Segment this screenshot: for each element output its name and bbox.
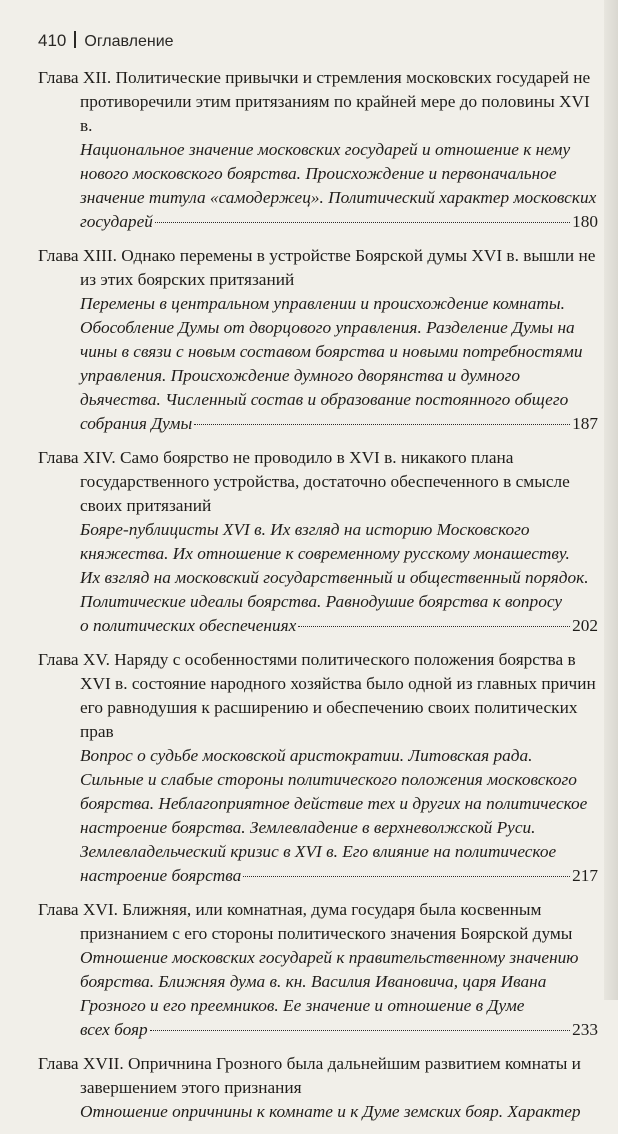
summary-line: Землевладельческий кризис в XVI в. Его влияние на политическое xyxy=(80,842,557,861)
dot-leader xyxy=(150,1030,570,1031)
chapter-summary xyxy=(38,946,598,1042)
summary-line: Обособление Думы от дворцового управления. Разделение Думы на xyxy=(80,318,575,337)
page-ref[interactable]: 233 xyxy=(572,1020,598,1039)
summary-line: управления. Происхождение думного дворянства и думного xyxy=(80,366,521,385)
summary-last-line xyxy=(80,1018,598,1042)
chapter-title: Глава XIV. Само боярство не проводило в XVI в. никакого плана государственного устройства, достаточно обеспеченного в смысле своих притязаний xyxy=(38,448,570,515)
summary-last-line xyxy=(80,614,598,638)
toc-entry[interactable] xyxy=(38,648,598,888)
chapter-summary xyxy=(38,518,598,638)
page-ref[interactable]: 180 xyxy=(572,212,598,231)
summary-line: боярства. Неблагоприятное действие тех и других на политическое xyxy=(80,794,588,813)
page-number: 410 xyxy=(38,31,67,50)
chapter-title: Глава XV. Наряду с особенностями политического положения боярства в XVI в. состояние народного хозяйства было одной из главных причин его равнодушия к расширению и обеспечению своих политических прав xyxy=(38,650,596,741)
summary-line: Вопрос о судьбе московской аристократии. Литовская рада. xyxy=(80,746,533,765)
summary-line: Грозного и его преемников. Ее значение и отношение в Думе xyxy=(80,996,525,1015)
chapter-title: Глава XVI. Ближняя, или комнатная, дума государя была косвенным признанием с его стороны политического значения Боярской думы xyxy=(38,900,573,943)
summary-line: Сильные и слабые стороны политического положения московского xyxy=(80,770,577,789)
section-title: Оглавление xyxy=(84,33,174,50)
summary-line: Отношение опричнины к комнате и к Думе земских бояр. Характер xyxy=(80,1102,581,1121)
summary-line: Отношение московских государей к правительственному значению xyxy=(80,948,579,967)
dot-leader xyxy=(194,424,570,425)
chapter-summary xyxy=(38,292,598,436)
summary-line: значение титула «самодержец». Политический характер московских xyxy=(80,188,597,207)
page-ref[interactable]: 217 xyxy=(572,866,598,885)
summary-line: дьячества. Численный состав и образование постоянного общего xyxy=(80,390,569,409)
dot-leader xyxy=(155,222,570,223)
chapter-title: Глава XVII. Опричнина Грозного была дальнейшим развитием комнаты и завершением этого признания xyxy=(38,1054,581,1097)
summary-line: Их взгляд на московский государственный и общественный порядок. xyxy=(80,568,589,587)
page-edge-shadow xyxy=(604,0,618,1000)
toc-entry[interactable] xyxy=(38,244,598,436)
summary-line: государей xyxy=(80,212,153,231)
header-separator xyxy=(74,31,76,48)
chapter-summary xyxy=(38,744,598,888)
summary-line: боярства. Ближняя дума в. кн. Василия Ивановича, царя Ивана xyxy=(80,972,547,991)
summary-line: Политические идеалы боярства. Равнодушие боярства к вопросу xyxy=(80,592,563,611)
summary-last-line xyxy=(80,412,598,436)
summary-line: нового московского боярства. Происхождение и первоначальное xyxy=(80,164,557,183)
toc-entry[interactable] xyxy=(38,898,598,1042)
summary-line: всех бояр xyxy=(80,1020,148,1039)
summary-line: Национальное значение московских государей и отношение к нему xyxy=(80,140,571,159)
dot-leader xyxy=(298,626,570,627)
page-ref[interactable]: 187 xyxy=(572,414,598,433)
summary-line: настроение боярства. Землевладение в верхневолжской Руси. xyxy=(80,818,536,837)
toc-entry[interactable] xyxy=(38,446,598,638)
summary-line: Бояре-публицисты XVI в. Их взгляд на историю Московского xyxy=(80,520,530,539)
toc-entry[interactable] xyxy=(38,1052,598,1124)
dot-leader xyxy=(243,876,570,877)
summary-line: чины в связи с новым составом боярства и новыми потребностями xyxy=(80,342,583,361)
summary-last-line xyxy=(80,210,598,234)
summary-line: настроение боярства xyxy=(80,866,242,885)
summary-line: собрания Думы xyxy=(80,414,193,433)
summary-line: княжества. Их отношение к современному русскому монашеству. xyxy=(80,544,570,563)
chapter-title: Глава XIII. Однако перемены в устройстве Боярской думы XVI в. вышли не из этих боярских притязаний xyxy=(38,246,596,289)
chapter-title: Глава XII. Политические привычки и стремления московских государей не противоречили этим притязаниям по крайней мере до половины XVI в. xyxy=(38,68,591,135)
toc-entry[interactable] xyxy=(38,66,598,234)
summary-line: о политических обеспечениях xyxy=(80,616,297,635)
chapter-summary xyxy=(38,138,598,234)
table-of-contents xyxy=(38,66,598,1134)
summary-line: Перемены в центральном управлении и происхождение комнаты. xyxy=(80,294,565,313)
page-ref[interactable]: 202 xyxy=(572,616,598,635)
chapter-summary xyxy=(38,1100,598,1124)
running-header xyxy=(38,31,174,51)
summary-last-line xyxy=(80,864,598,888)
